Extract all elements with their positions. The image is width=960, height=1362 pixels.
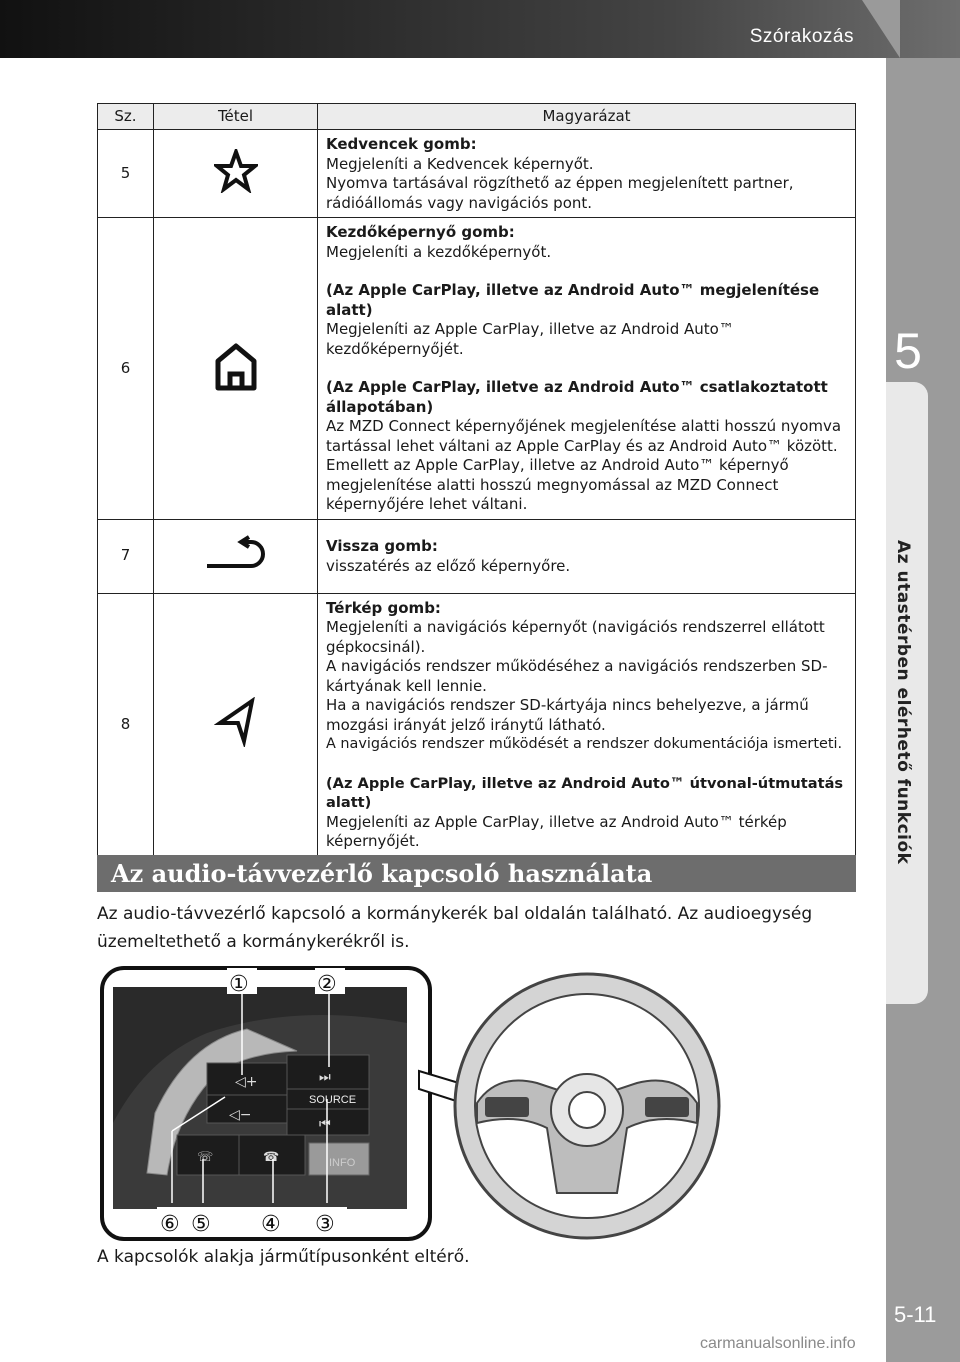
callout-1: ① [229, 972, 249, 997]
section-heading: Az audio-távvezérlő kapcsoló használata [97, 855, 856, 892]
svg-text:⏮: ⏮ [319, 1117, 331, 1132]
row-text: A navigációs rendszer működéséhez a navigációs rendszerben SD-kártyának kell lennie. [326, 657, 828, 695]
steering-wheel-illustration [97, 963, 747, 1245]
row-condition: (Az Apple CarPlay, illetve az Android Auto™ csatlakoztatott állapotában) [326, 378, 828, 416]
col-header-explanation: Magyarázat [318, 104, 856, 130]
callout-2: ② [317, 972, 337, 997]
source-label: SOURCE [309, 1094, 357, 1106]
svg-text:☎: ☎ [263, 1150, 280, 1165]
row-title: Kezdőképernyő gomb: [326, 223, 515, 241]
row-number: 5 [98, 130, 154, 218]
col-header-item: Tétel [154, 104, 318, 130]
row-text: visszatérés az előző képernyőre. [326, 556, 571, 575]
row-text: A navigációs rendszer működését a rendszer dokumentációja ismerteti. [326, 736, 843, 752]
items-table [97, 103, 856, 857]
row-number: 6 [98, 218, 154, 520]
svg-text:☏: ☏ [197, 1150, 214, 1165]
info-label: INFO [329, 1157, 356, 1169]
row-text: Megjeleníti az Apple CarPlay, illetve az Android Auto™ térkép képernyőjét. [326, 812, 787, 850]
row-description [318, 130, 856, 218]
row-condition: (Az Apple CarPlay, illetve az Android Auto™ megjelenítése alatt) [326, 281, 820, 319]
section-title: Szórakozás [749, 26, 854, 47]
chapter-number: 5 [894, 323, 922, 379]
table-header-row [98, 104, 856, 130]
home-icon [154, 218, 318, 520]
row-title: Térkép gomb: [326, 598, 441, 617]
table-row [98, 519, 856, 593]
star-icon [154, 130, 318, 218]
callout-6: ⑥ [160, 1212, 180, 1237]
row-text: Megjeleníti a navigációs képernyőt (navigációs rendszerrel ellátott gépkocsinál). [326, 618, 825, 656]
volume-down-label: ◁− [229, 1107, 252, 1123]
row-title: Kedvencek gomb: [326, 135, 477, 153]
page-number: 5-11 [894, 1302, 937, 1327]
table-row [98, 593, 856, 856]
row-text: Megjeleníti a kezdőképernyőt. [326, 242, 552, 261]
table-row [98, 130, 856, 218]
chapter-title: Az utastérben elérhető funkciók [893, 540, 913, 865]
col-header-num: Sz. [98, 104, 154, 130]
row-number: 7 [98, 519, 154, 593]
row-text: Ha a navigációs rendszer SD-kártyája nincs behelyezve, a jármű mozgási irányát jelző iránytű látható. [326, 696, 809, 734]
back-icon [154, 519, 318, 593]
row-text: Megjeleníti az Apple CarPlay, illetve az Android Auto™ kezdőképernyőjét. [326, 320, 734, 358]
row-description [318, 218, 856, 520]
volume-up-label: ◁+ [235, 1074, 258, 1090]
row-title: Vissza gomb: [326, 537, 438, 555]
row-description [318, 593, 856, 856]
watermark: carmanualsonline.info [700, 1335, 856, 1352]
illustration-caption: A kapcsolók alakja járműtípusonként eltérő. [97, 1247, 470, 1267]
header-corner [862, 0, 900, 58]
navigation-arrow-icon [154, 593, 318, 856]
svg-text:⏭: ⏭ [319, 1070, 331, 1085]
row-condition: (Az Apple CarPlay, illetve az Android Auto™ útvonal-útmutatás alatt) [326, 774, 844, 811]
row-text: Az MZD Connect képernyőjének megjelenítése alatti hosszú nyomva tartással lehet váltani az Apple CarPlay és az Android Auto™ között. Emellett az Apple CarPlay, illetve az Android Auto™ képernyő megjelenítése alatti hosszú megnyomással az MZD Connect képernyőjére lehet váltani. [326, 417, 842, 513]
row-description [318, 519, 856, 593]
row-text: Megjeleníti a Kedvencek képernyőt. [326, 154, 594, 173]
callout-5: ⑤ [191, 1212, 211, 1237]
callout-3: ③ [315, 1212, 335, 1237]
row-text: Nyomva tartásával rögzíthető az éppen megjelenített partner, rádióállomás vagy navigációs pont. [326, 174, 794, 212]
table-row [98, 218, 856, 520]
callout-4: ④ [261, 1212, 281, 1237]
section-paragraph: Az audio-távvezérlő kapcsoló a kormánykerék bal oldalán található. Az audioegység üzemeltethető a kormánykerékről is. [97, 904, 813, 952]
row-number: 8 [98, 593, 154, 856]
